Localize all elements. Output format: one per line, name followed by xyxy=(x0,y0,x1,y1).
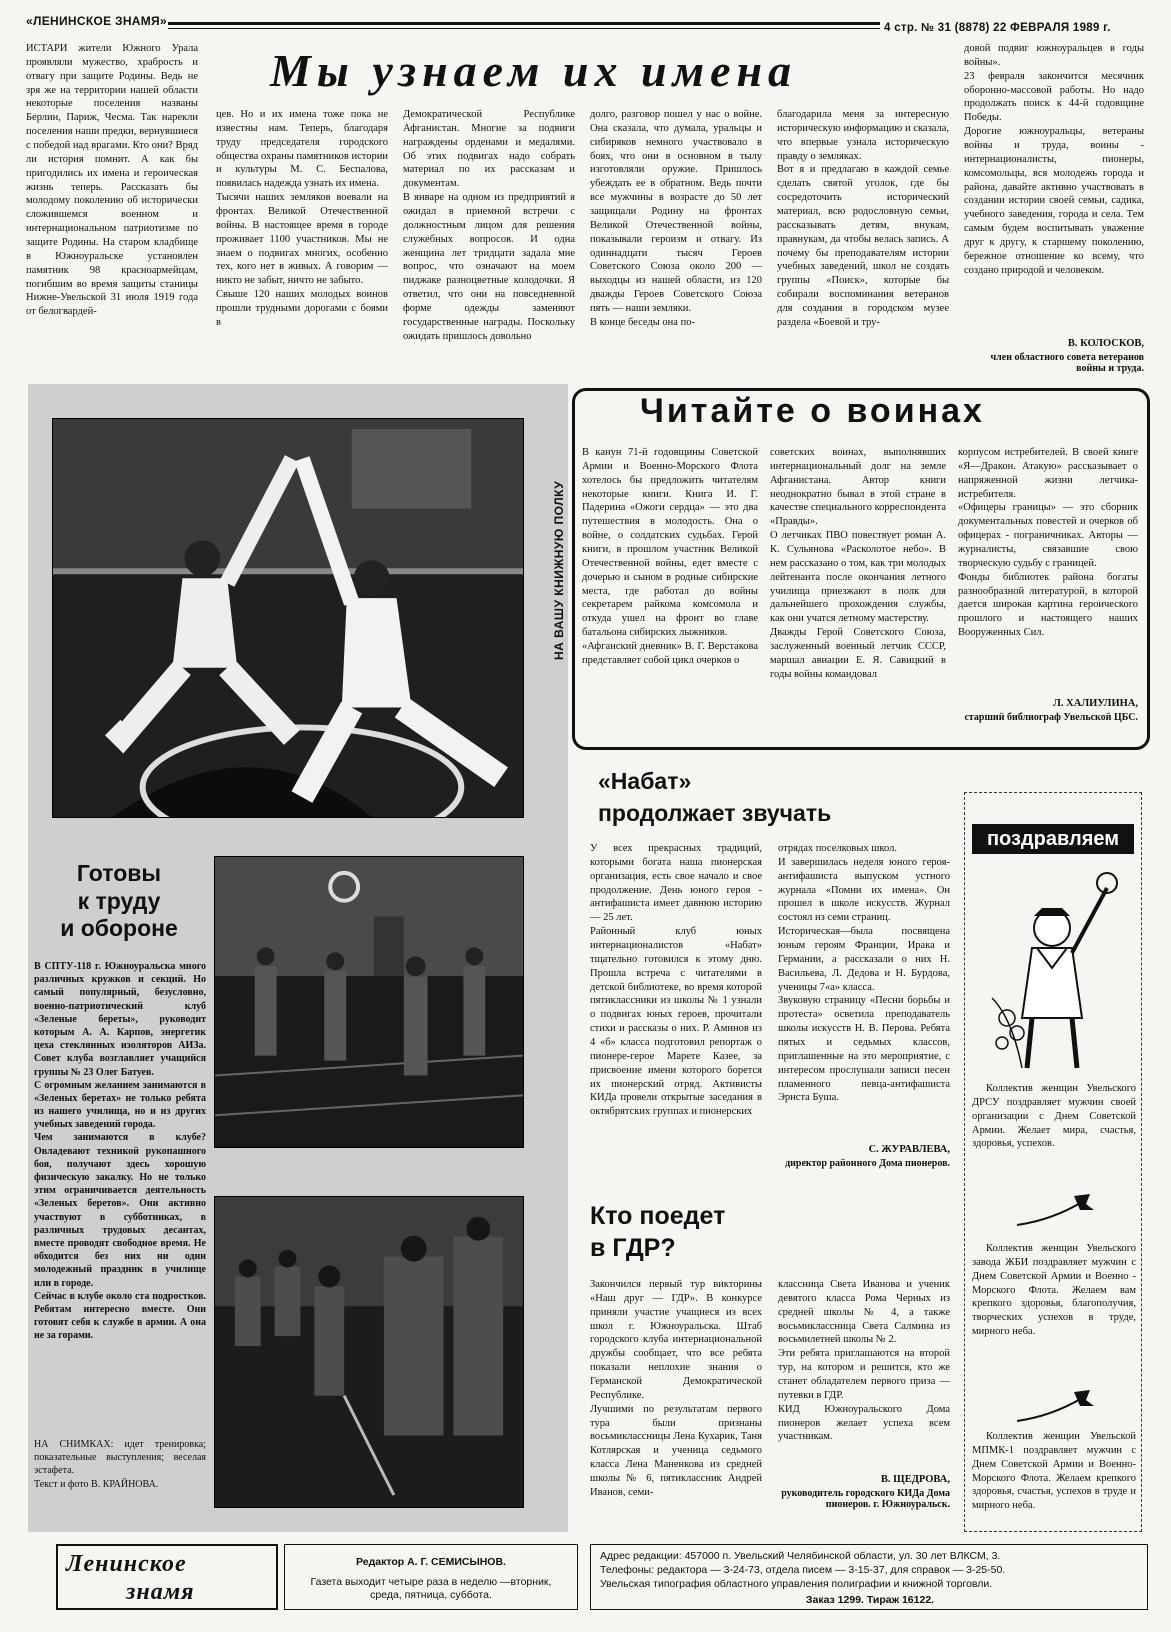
article1-col3: Демократической Республике Афганистан. Многие за подвиги награждены орденами и медалями. Об этих подвигах надо собрать материал по их рассказам и документам. В январе на одном из предприятий я ожидал в приемной встречи с должностным лицом для решения служебных вопросов. И одна женщина лет тридцати задала мне вопрос, что означают на моем пиджаке разноцветные колодочки. Я ответил, что они на повседневной форме одежды заменяют государственные награды. Поскольку ожидать пришлось довольно xyxy=(403,109,575,342)
article-ready-headline-line3: и обороне xyxy=(60,915,178,942)
article1-col5: благодарила меня за интересную историческую информацию и сказала, что впервые узнала историческую правду о земляках. Вот я и предлагаю в каждой семье сделать святой уголок, где бы сосредоточить исторический материал, всю родословную семьи, рассказывать детям, внукам, правнукам, да чтобы велась запись. А почему бы преподавателям истории учебных заведений, школ не создать группы «Поиск», которые бы собирали воспоминания ветеранов для создания в городском музее раздела «Боевой и тру- xyxy=(777,109,949,328)
gdr-signature-title: руководитель городского КИДа Дома пионеров. г. Южноуральск. xyxy=(781,1488,950,1510)
footer-logo-line2: знамя xyxy=(126,1579,195,1605)
nabat-signature-title: директор районного Дома пионеров. xyxy=(785,1158,950,1169)
article-ready-credit: Текст и фото В. КРАЙНОВА. xyxy=(34,1479,159,1490)
masthead-rule-thin xyxy=(168,28,880,29)
read-rubric: НА ВАШУ КНИЖНУЮ ПОЛКУ xyxy=(552,480,566,660)
congrats-message-1: Коллектив женщин Увельского ДРСУ поздравляет мужчин своей организации с Днем Советской Армии. Желает мира, счастья, здоровья, успехов. xyxy=(972,1083,1136,1150)
article1-col2: цев. Но и их имена тоже пока не известны нам. Теперь, благодаря труду председателя городского общества охраны памятников истории и культуры М. С. Беспалова, появилась надежда узнать их имена. Тысячи наших земляков воевали на фронтах Великой Отечественной войны. В настоящее время в городе проживает 1100 участников. Мы не знаем о подвигах многих, особенно тех, кого нет в живых. А говорим — никто не забыт, ничто не забыто. Свыше 120 наших молодых воинов прошли трудными дорогами с боями в xyxy=(216,109,388,328)
footer-address: Адрес редакции: 457000 п. Увельский Челябинской области, ул. 30 лет ВЛКСМ, 3. xyxy=(600,1550,1001,1562)
article1-headline: Мы узнаем их имена xyxy=(270,45,798,96)
masthead-paper-name: «ЛЕНИНСКОЕ ЗНАМЯ» xyxy=(26,14,167,28)
carnation-icon-1 xyxy=(1012,1190,1102,1230)
nabat-headline-line2: продолжает звучать xyxy=(598,800,832,826)
nabat-col2: отрядах поселковых школ. И завершилась неделя юного героя-антифашиста выпуском устного журнала «Помни их имена». Он прошел в школе искусств. Журнал состоял из семи страниц. Историческая—была посвящена юным героям Франции, Ирака и Германии, а рассказали о них Н. Васильева, Л. Дедова и Н. Бурдова, ученицы 7«а» класса. Звуковую страницу «Песни борьбы и протеста» осветила преподаватель школы искусств Н. В. Перова. Ребята пятых и седьмых классов, приглашенные на это мероприятие, с интересом прослушали записи песен пламенного певца-антифашиста Эрнста Буша. xyxy=(778,843,950,1104)
footer-phones: Телефоны: редактора — 3-24-73, отдела писем — 3-15-37, для справок — 3-25-50. xyxy=(600,1564,1006,1576)
gdr-headline-line2: в ГДР? xyxy=(590,1234,676,1262)
gdr-col2: классница Света Иванова и ученик девятого класса Рома Черных из средней школы № 4, а также восьмиклассница Света Салмина из восьмилетней школы № 2. Эти ребята приглашаются на второй тур, на котором и решится, кто же станет обладателем первого приза — путевки в ГДР. КИД Южноуральского Дома пионеров желает успеха всем участникам. xyxy=(778,1279,950,1443)
article-ready-headline xyxy=(44,860,194,943)
read-col1: В канун 71-й годовщины Советской Армии и Военно-Морского Флота хотелось бы предложить читателям некоторые книги. Книга И. Г. Падерина «Ожоги сердца» — это два путешествия в молодость. Она о войне, о солдатских судьбах. Герой книги, в прошлом участник Великой Отечественной войны, едет вместе с дочерью и сыном в родные сибирские места, где работал до войны секретарем райкома комсомола и откуда ушел на фронт во главе батальона сибирских лыжников. «Афганский дневник» В. Г. Верстакова представляет собой цикл очерков о xyxy=(582,447,758,666)
article1-col6: довой подвиг южноуральцев в годы войны». 23 февраля закончится месячник оборонно-массовой работы. Но надо продолжать поиск к 44-й годовщине Победы. Дорогие южноуральцы, ветераны войны и труда, воины - интернационалисты, пионеры, комсомольцы, вся молодежь города и района, давайте активно участвовать в создании истории своей семьи, садика, учебного заведения, города и села. Тем самым будем воспитывать уважение друг к другу, к старшему поколению, бережное отношение ко всему, что создано природой и человеком. xyxy=(964,43,1144,276)
article1-col4: долго, разговор пошел у нас о войне. Она сказала, что думала, уральцы и сибиряков немного участвовало в боях, что они в основном в тылу изготовляли оружие. Пришлось убеждать ее в обратном. Ведь почти все мужчины в возрасте до 50 лет защищали Родину на фронтах Великой Отечественной войны, показывали героизм и отвагу. Из одиннадцати тысяч Героев Советского Союза около 200 — выходцы из нашей области, из 120 дважды Героев Советского Союза пять — наши земляки. В конце беседы она по- xyxy=(590,109,762,328)
nabat-headline-line1: «Набат» xyxy=(598,768,692,794)
gdr-headline-line1: Кто поедет xyxy=(590,1202,726,1230)
carnation-icon-2 xyxy=(1012,1386,1102,1426)
read-col3: корпусом истребителей. В своей книге «Я—Дракон. Атакую» рассказывает о напряженной жизни летчика-истребителя. «Офицеры границы» — это сборник документальных повестей и очерков об офицерах - пограничниках. Авторы —журналисты, связавшие свою творческую судьбу с границей. Фонды библиотек района богаты разнообразной литературой, в которой дается широкая картина героического прошлого и настоящего наших Вооруженных Сил. xyxy=(958,447,1138,639)
read-signature-title: старший библиограф Увельской ЦБС. xyxy=(964,712,1138,723)
gdr-signature-name: В. ЩЕДРОВА, xyxy=(880,1474,950,1485)
congrats-message-2: Коллектив женщин Увельского завода ЖБИ поздравляет мужчин с Днем Советской Армии и Военно - Морского Флота. Желаем вам крепкого здоровья, благополучия, творческих успехов в труде, мирного неба. xyxy=(972,1243,1136,1338)
masthead-issue: 4 стр. № 31 (8878) 22 ФЕВРАЛЯ 1989 г. xyxy=(884,22,1111,34)
photo-relay xyxy=(214,1196,524,1508)
read-signature-name: Л. ХАЛИУЛИНА, xyxy=(1053,698,1138,709)
congrats-banner: поздравляем xyxy=(972,824,1134,854)
article1-col1: ИСТАРИ жители Южного Урала проявляли мужество, храбрость и отвагу при защите Родины. Ведь не зря же на территории нашей области некоторые поселения названы Берлин, Париж, Чесма. Так нарекли поселения наши предки, вернувшиеся с победой над врагами. Кто они? Вряд ли история помнит. А как бы пригодились их имена и героическая жизнь теперь. Рассказать бы молодому поколению об исторически сложившемся военном и интернациональном патриотизме по защите Родины. На старом кладбище в Южноуральске установлен памятник 98 красноармейцам, погибшим во время защиты станицы Нижне-Увельской 31 июля 1919 года от белогвардей- xyxy=(26,43,198,318)
article1-signature-title: член областного совета ветеранов войны и труда. xyxy=(990,352,1144,374)
sailor-illustration xyxy=(982,868,1122,1078)
footer-printer: Увельская типография областного управления полиграфии и книжной торговли. xyxy=(600,1578,993,1590)
article-ready-headline-line1: Готовы xyxy=(76,860,162,886)
article1-signature-name: В. КОЛОСКОВ, xyxy=(1067,338,1144,349)
congrats-message-3: Коллектив женщин Увельской МПМК-1 поздравляет мужчин с Днем Советской Армии и Военно- Морского Флота. Желаем крепкого здоровья, счастья, успехов в труде и мирного неба. xyxy=(972,1431,1136,1512)
photo-demonstration xyxy=(214,856,524,1148)
nabat-col1: У всех прекрасных традиций, которыми богата наша пионерская организация, есть свое начало и свое продолжение. День юного героя - антифашиста имеет давнюю историю — 25 лет. Районный клуб юных интернационалистов «Набат» тщательно готовился к этому дню. Прошла встреча с читателями в детской библиотеке, во время которой пятиклассники из школы № 1 узнали о подвигах юных героев, прочитали стихи и рассказы о них. Р. Аминов из 4 «б» класса подготовил репортаж о пионере-герое Марете Казее, за присвоение имени которого борется их пионерский отряд. Активисты КИДа провели открытые заседания в октябрятских группах и пионерских xyxy=(590,843,762,1118)
nabat-signature-name: С. ЖУРАВЛЕВА, xyxy=(868,1144,950,1155)
article-ready-body: В СПТУ-118 г. Южноуральска много различных кружков и секций. Но самый популярный, безусловно, военно-патриотический клуб «Зеленые береты», руководит которым А. А. Карпов, энергетик цеха стеклянных изоляторов АИЗа. Совет клуба возглавляет учащийся группы № 23 Олег Батуев. С огромным желанием занимаются в «Зеленых беретах» не только ребята из нашего училища, но и из других учебных заведений города. Чем занимаются в клубе? Овладевают техникой рукопашного боя, получают здесь хорошую физическую закалку. Но не только этим ограничивается деятельность «Зеленых беретов». Они активно участвуют в субботниках, в различных трудовых десантах, вместе проводят свободное время. Не обходится без них ни один молодежный праздник в училище или в городе. Сейчас в клубе около ста подростков. Ребятам интересно вместе. Они готовят себя к службе в армии. А она не за горами. xyxy=(34,961,206,1342)
photo-karate-sparring xyxy=(52,418,524,818)
footer-editor: Редактор А. Г. СЕМИСЫНОВ. xyxy=(356,1556,506,1568)
read-col2: советских воинах, выполнявших интернациональный долг на земле Афганистана. Автор книги неоднократно бывал в этой стране в качестве специального корреспондента «Правды». О летчиках ПВО повествует роман А. К. Сульянова «Расколотое небо». В нем рассказано о том, как три молодых лейтенанта после окончания летного училища приезжают в полк для дальнейшего прохождения службы, как они учатся летному мастерству. Дважды Герой Советского Союза, заслуженный военный летчик СССР, маршал авиации Е. Я. Савицкий в годы войны командовал xyxy=(770,447,946,680)
footer-logo xyxy=(56,1544,278,1610)
footer-order: Заказ 1299. Тираж 16122. xyxy=(805,1594,935,1606)
article-ready-headline-line2: к труду xyxy=(77,887,161,914)
footer-logo-line1: Ленинское xyxy=(66,1551,187,1577)
footer-schedule: Газета выходит четыре раза в неделю —вторник, среда, пятница, суббота. xyxy=(310,1576,552,1602)
read-headline: Читайте о воинах xyxy=(640,392,985,430)
masthead-rule xyxy=(168,22,880,25)
article-ready-captions: НА СНИМКАХ: идет тренировка; показательные выступления; веселая эстафета. xyxy=(34,1439,206,1477)
gdr-col1: Закончился первый тур викторины «Наш друг — ГДР». В конкурсе приняли участие учащиеся из всех школ г. Южноуральска. Штаб городского клуба интернациональной дружбы сообщает, что все ребята показали неплохие знания о Германской Демократической Республике. Лучшими по результатам первого тура были признаны восьмиклассницы Лена Кухарик, Таня Котлярская и ученица седьмого класса Лена Маненкова из средней школы № 6, пятиклассник Андрей Иванов, семи- xyxy=(590,1279,762,1498)
